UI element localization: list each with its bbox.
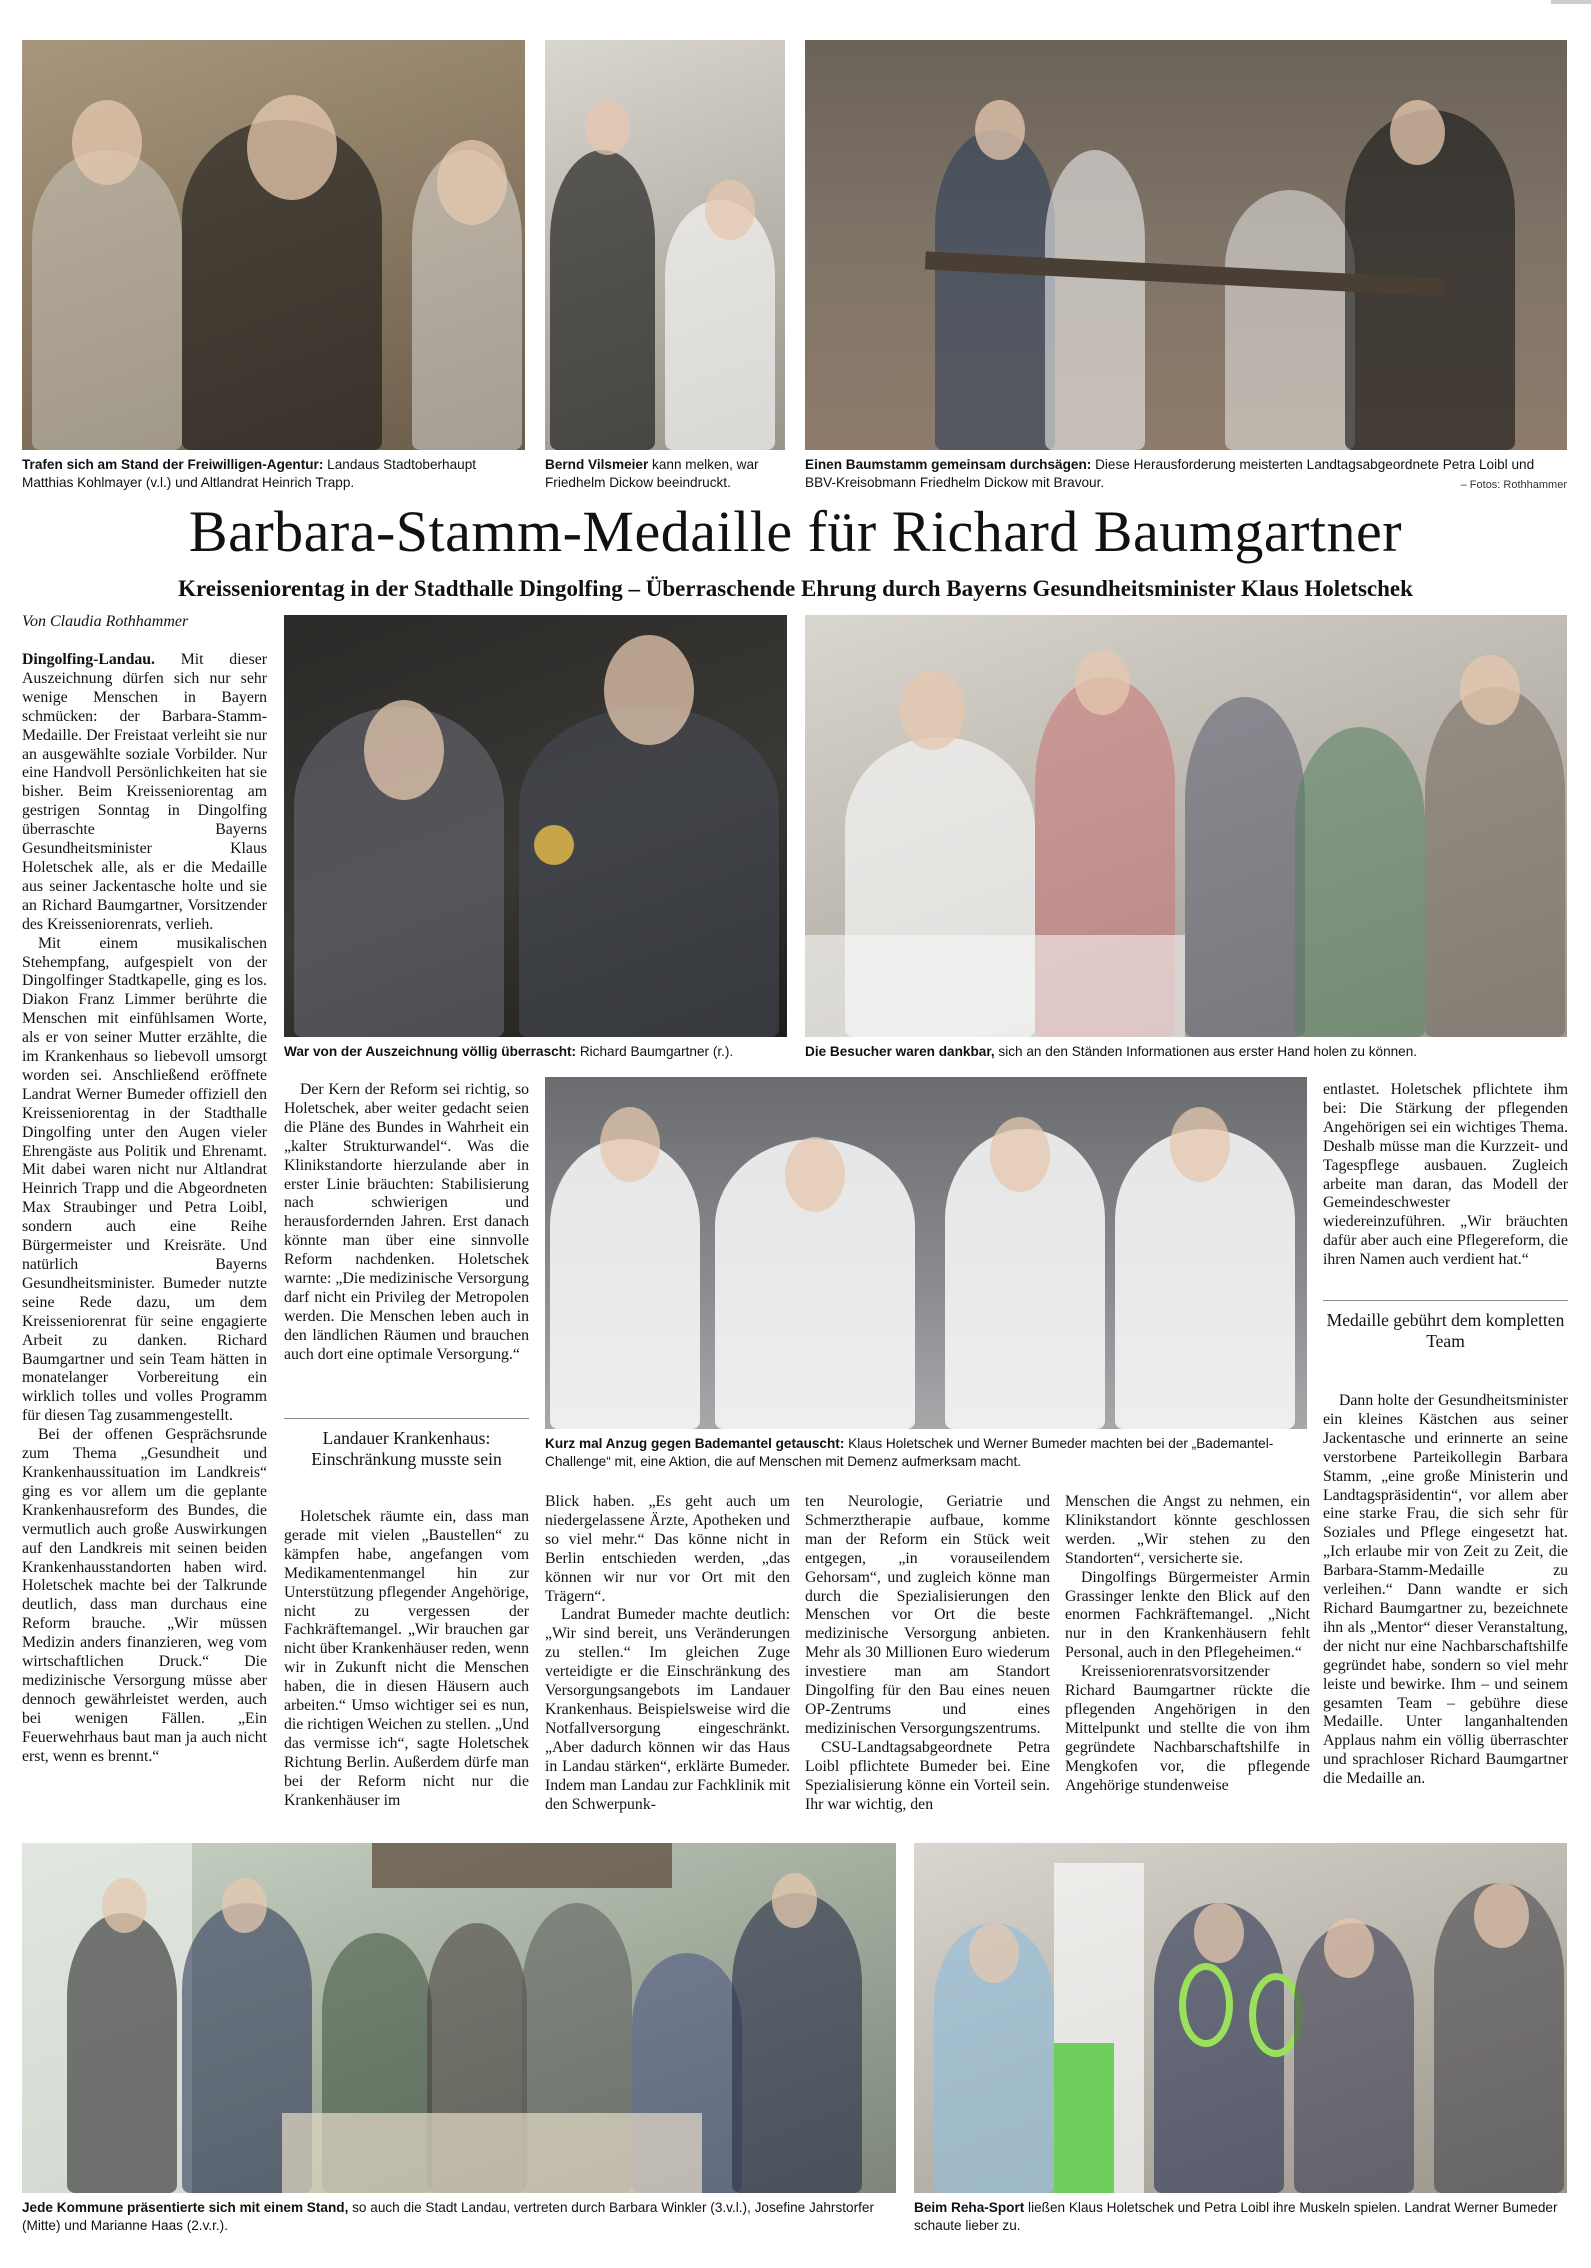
photo-besucher-staende xyxy=(805,615,1567,1037)
caption-text: Richard Baumgartner (r.). xyxy=(576,1044,734,1059)
paragraph: Der Kern der Reform sei richtig, so Holetschek, aber weiter gedacht seien die Pläne des Bundes in Wahrheit ein „kalter Strukturwandel“. Was die Klinikstandorte hierzulande aber in erster Linie bräuchten: Stabilisierung nach schwierigen und herausfordernden Jahren. Erst danach könnte man über eine sinnvolle Reform nachdenken. Holetschek warnte: „Die medizinische Versorgung darf nicht ein Privileg der Metropolen werden. Die Menschen leben auch in den ländlichen Räumen und brauchen auch dort eine optimale Versorgung.“ xyxy=(284,1081,529,1363)
paragraph xyxy=(22,651,267,935)
article-column-4 xyxy=(805,1493,1050,1814)
paragraph: Mit einem musikalischen Stehempfang, aufgespielt von der Dingolfinger Stadtkapelle, ging es los. Diakon Franz Limmer berührte die Menschen mit einfühlsamen Worte, als er von seiner Mutter erzählte, die im Krankenhaus so liebevoll umsorgt worden sei. Anschließend eröffnete Landrat Werner Bumeder offiziell den Kreisseniorentag in der Stadthalle Dingolfing unter den Augen vieler Ehrengäste aus Politik und Ehrenamt. Mit dabei waren nicht nur Altlandrat Heinrich Trapp und die Abgeordneten Max Straubinger und Petra Loibl, sondern auch eine Reihe Bürgermeister und Kreisräte. Und natürlich Bayerns Gesundheitsminister. Bumeder nutzte seine Rede dazu, um dem Kreisseniorenrat für seine engagierte Arbeit zu danken. Richard Baumgartner und sein Team hätten in monatelanger Vorbereitung ein wirklich tolles und volles Programm für diesen Tag zusammengestellt. xyxy=(22,934,267,1425)
paragraph: Bei der offenen Gesprächsrunde zum Thema „Gesundheit und Krankenhaussituation im Landkreis“ ging es vor allem um die geplante Krankenhausreform des Bundes, die vermutlich auch große Auswirkungen auf den Landkreis mit seinen beiden Krankenhausstandorten haben wird. Holetschek machte bei der Talkrunde deutlich, dass man durchaus eine Reform brauche. „Wir müssen Medizin anders finanzieren, weg vom wirtschaftlichen Druck.“ Die medizinische Versorgung müsse aber dennoch gewährleistet werden, auch bei wenigen Fällen. „Ein Feuerwehrhaus baut man ja auch nicht erst, wenn es brennt.“ xyxy=(22,1426,267,1765)
paragraph: ten Neurologie, Geriatrie und Schmerztherapie aufbaue, komme man der Reform ein Stück weit entgegen, „in vorauseilendem Gehorsam“, und zugleich könne man durch die Spezialisierungen den Menschen vor Ort die beste medizinische Versorgung anbieten. Mehr als 30 Millionen Euro wiederum investiere man am Standort Dingolfing für den Bau eines neuen OP-Zentrums und eines medizinischen Versorgungszentrums. xyxy=(805,1493,1050,1737)
paragraph: Dingolfings Bürgermeister Armin Grassinger lenkte den Blick auf den enormen Fachkräftemangel. „Nicht nur in den Krankenhäusern fehlt Personal, auch in den Pflegeheimen.“ xyxy=(1065,1568,1310,1662)
caption-bold: Kurz mal Anzug gegen Bademantel getauscht: xyxy=(545,1436,845,1451)
caption-photo-5 xyxy=(805,1043,1567,1061)
divider xyxy=(1323,1300,1568,1301)
paragraph: entlastet. Holetschek pflichtete ihm bei: Die Stärkung der pflegenden Angehörigen sei ein wichtiges Thema. Deshalb müsse man die Kurzzeit- und Tagespflege ausbauen. Zugleich arbeite man daran, das Modell der Gemeindeschwester wiedereinzuführen. „Wir bräuchten dafür aber auch eine Pflegereform, die ihren Namen auch verdient hat.“ xyxy=(1323,1081,1568,1269)
divider xyxy=(284,1418,529,1419)
caption-photo-1 xyxy=(22,456,527,492)
photo-reha-sport xyxy=(914,1843,1567,2193)
article-column-6 xyxy=(1323,1081,1568,1270)
page-edge-marker xyxy=(1551,0,1591,4)
photo-freiwilligen-agentur xyxy=(22,40,525,450)
caption-bold: Beim Reha-Sport xyxy=(914,2200,1025,2215)
subheadline: Kreisseniorentag in der Stadthalle Dingolfing – Überraschende Ehrung durch Bayerns Gesundheitsminister Klaus Holetschek xyxy=(178,576,1413,601)
subheading-medaille-team: Medaille gebührt dem kompletten Team xyxy=(1326,1310,1565,1351)
dateline: Dingolfing-Landau. xyxy=(22,651,156,668)
caption-text: Landaus Stadtoberhaupt Matthias Kohlmayer (v.l.) und Altlandrat Heinrich Trapp. xyxy=(22,457,477,490)
paragraph: Dann holte der Gesundheitsminister ein kleines Kästchen aus seiner Jackentasche und erinnerte an seine verstorbene Parteikollegin Barbara Stamm, „eine große Ministerin und Landtagspräsidentin“, vor allem aber eine starke Frau, die sich sehr für Soziales und Pflege eingesetzt hat. „Ich erlaube mir von Zeit zu Zeit, die Barbara-Stamm-Medaille zu verleihen.“ Dann wandte er sich Richard Baumgartner zu, bezeichnete ihn als „Mentor“ dieser Veranstaltung, der nicht nur eine Nachbarschaftshilfe gegründet habe, sondern so viel mehr leiste und bewirke. Ihm – und seinem gesamten Team – gebühre diese Medaille. Unter langanhaltenden Applaus nahm ein völlig überraschter und sprachloser Richard Baumgartner die Medaille an. xyxy=(1323,1392,1568,1788)
caption-photo-6 xyxy=(545,1435,1307,1471)
caption-text: ließen Klaus Holetschek und Petra Loibl ihre Muskeln spielen. Landrat Werner Bumeder schaute lieber zu. xyxy=(914,2200,1558,2233)
caption-bold: Bernd Vilsmeier xyxy=(545,457,649,472)
photo-baumstamm xyxy=(805,40,1567,450)
caption-photo-8 xyxy=(914,2199,1567,2235)
paragraph: Blick haben. „Es geht auch um niedergelassene Ärzte, Apotheken und so viel mehr.“ Das könne nicht in Berlin entschieden werden, „das können wir nur vor Ort mit den Trägern“. xyxy=(545,1493,790,1605)
caption-text: sich an den Ständen Informationen aus erster Hand holen zu können. xyxy=(994,1044,1418,1059)
paragraph: CSU-Landtagsabgeordnete Petra Loibl pflichtete Bumeder bei. Eine Spezialisierung könne ein Vorteil sein. Ihr war wichtig, den xyxy=(805,1738,1050,1813)
caption-photo-7 xyxy=(22,2199,902,2235)
caption-text: so auch die Stadt Landau, vertreten durch Barbara Winkler (3.v.l.), Josefine Jahrstorfer (Mitte) und Marianne Haas (2.v.r.). xyxy=(22,2200,874,2233)
article-column-1 xyxy=(22,651,267,1766)
article-column-3 xyxy=(545,1493,790,1814)
headline: Barbara-Stamm-Medaille für Richard Baumgartner xyxy=(188,499,1403,564)
photo-melken xyxy=(545,40,785,450)
paragraph-text: Mit dieser Auszeichnung dürfen sich nur sehr wenige Menschen in Bayern schmücken: der Barbara-Stamm-Medaille. Der Freistaat verleiht sie nur an ausgewählte soziale Vorbilder. Nur eine Handvoll Persönlichkeiten hat sie bisher. Beim Kreisseniorentag am gestrigen Sonntag in Dingolfing überraschte Bayerns Gesundheitsminister Klaus Holetschek alle, als er die Medaille aus seiner Jackentasche holte und sie an Richard Baumgartner, Vorsitzender des Kreisseniorenrats, verlieh. xyxy=(22,651,267,933)
caption-bold: Trafen sich am Stand der Freiwilligen-Agentur: xyxy=(22,457,324,472)
photo-bademantel-challenge xyxy=(545,1077,1307,1429)
caption-bold: Jede Kommune präsentierte sich mit einem Stand, xyxy=(22,2200,349,2215)
subheading-landauer-krankenhaus: Landauer Krankenhaus: Einschränkung musste sein xyxy=(311,1428,502,1469)
photo-medaille-uebergabe xyxy=(284,615,787,1037)
caption-photo-4 xyxy=(284,1043,789,1061)
caption-bold: Einen Baumstamm gemeinsam durchsägen: xyxy=(805,457,1092,472)
paragraph: Kreisseniorenratsvorsitzender Richard Baumgartner rückte die pflegenden Angehörigen in den Mittelpunkt und stellte die von ihm gegründete Nachbarschaftshilfe in Mengkofen vor, die pflegende Angehörige stundenweise xyxy=(1065,1663,1310,1794)
article-column-5 xyxy=(1065,1493,1310,1796)
paragraph: Holetschek räumte ein, dass man gerade mit vielen „Baustellen“ zu kämpfen habe, angefangen vom Medikamentenmangel hin zur Unterstützung pflegender Angehörige, nicht zu vergessen der Fachkräftemangel. „Wir brauchen gar nicht über Krankenhäuser reden, wenn wir in Zukunft nicht die Menschen haben, die in diesen Häusern auch arbeiten.“ Umso wichtiger sei es nun, die richtigen Weichen zu stellen. „Und das vermisse ich“, sagte Holetschek Richtung Berlin. Außerdem dürfe man bei der Reform nicht nur die Krankenhäuser im xyxy=(284,1508,529,1809)
caption-photo-2 xyxy=(545,456,790,492)
paragraph: Landrat Bumeder machte deutlich: „Wir sind bereit, uns Veränderungen zu stellen.“ Im gleichen Zuge verteidigte er die Einschränkung des Versorgungsangebots im Landauer Krankenhaus. Beispielsweise wird die Notfallversorgung eingeschränkt. „Aber dadurch können wir das Haus in Landau stärken“, erklärte Bumeder. Indem man Landau zur Fachklinik mit den Schwerpunk- xyxy=(545,1606,790,1813)
caption-photo-3 xyxy=(805,456,1567,492)
caption-text: kann melken, war Friedhelm Dickow beeindruckt. xyxy=(545,457,759,490)
paragraph: Menschen die Angst zu nehmen, ein Klinikstandort könnte geschlossen werden. „Wir stehen zu den Standorten“, versicherte sie. xyxy=(1065,1493,1310,1567)
byline: Von Claudia Rothhammer xyxy=(22,613,189,630)
caption-text: Diese Herausforderung meisterten Landtagsabgeordnete Petra Loibl und BBV-Kreisobmann Friedhelm Dickow mit Bravour. xyxy=(805,457,1535,490)
photo-stand-stadt-landau xyxy=(22,1843,896,2193)
article-column-2 xyxy=(284,1081,529,1365)
photo-credit: – Fotos: Rothhammer xyxy=(1460,479,1567,491)
article-column-2-continued xyxy=(284,1508,529,1811)
caption-bold: War von der Auszeichnung völlig überrascht: xyxy=(284,1044,577,1059)
caption-bold: Die Besucher waren dankbar, xyxy=(805,1044,995,1059)
caption-text: Klaus Holetschek und Werner Bumeder machten bei der „Bademantel-Challenge“ mit, eine Aktion, die auf Menschen mit Demenz aufmerksam macht. xyxy=(545,1436,1274,1469)
article-column-6-continued xyxy=(1323,1392,1568,1789)
